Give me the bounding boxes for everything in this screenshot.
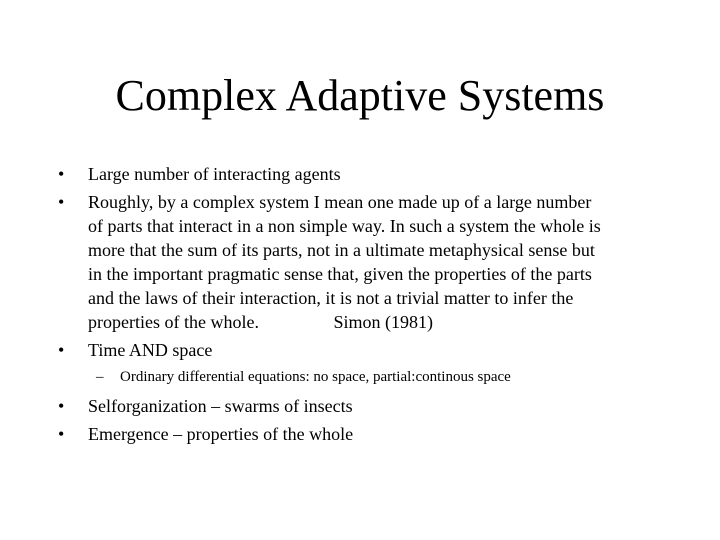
sub-bullet-list (58, 366, 678, 388)
quote-line-end: properties of the whole. (88, 312, 259, 332)
bullet-item-simon-quote (58, 190, 678, 334)
quote-line: more that the sum of its parts, not in a ultimate metaphysical sense but (88, 240, 595, 260)
bullet-text: • Large number of interacting agents (88, 164, 341, 184)
quote-line: and the laws of their interaction, it is not a trivial matter to infer the (88, 288, 574, 308)
bullet-item-agents (58, 162, 678, 186)
slide-title: Complex Adaptive Systems (115, 71, 605, 120)
quote-line: of parts that interact in a non simple way. In such a system the whole is (88, 216, 601, 236)
quote-last-line (88, 310, 678, 334)
bullet-item-emergence (58, 422, 678, 446)
bullet-item-time-space (58, 338, 678, 362)
bullet-text: • Emergence – properties of the whole (88, 424, 354, 444)
quote-line: in the important pragmatic sense that, given the properties of the parts (88, 264, 592, 284)
sub-bullet-group (58, 366, 678, 388)
citation: Simon (1981) (333, 312, 433, 332)
bullet-list (58, 162, 678, 450)
bullet-text: • Selforganization – swarms of insects (88, 396, 353, 416)
sub-bullet-item: – Ordinary differential equations: no space, partial:continous space (58, 366, 678, 388)
quote-line: • Roughly, by a complex system I mean one made up of a large number (88, 192, 592, 212)
bullet-text: • Time AND space (88, 340, 213, 360)
bullet-item-selforganization (58, 394, 678, 418)
